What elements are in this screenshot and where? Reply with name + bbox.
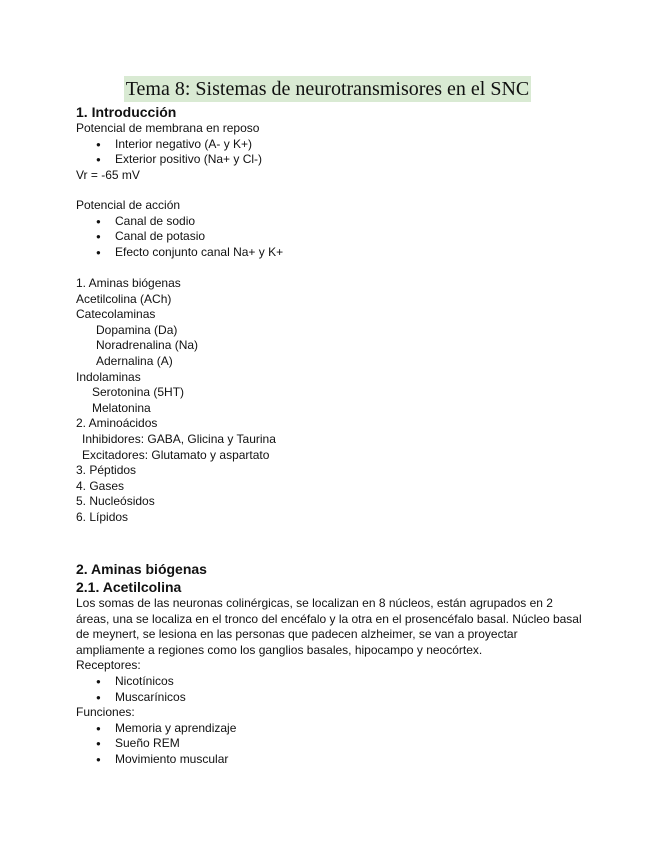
action-item: ● Canal de sodio bbox=[76, 214, 586, 230]
class-nucleosidos: 5. Nucleósidos bbox=[76, 494, 155, 509]
receptor-item: ● Muscarínicos bbox=[76, 690, 586, 706]
vr-value: Vr = -65 mV bbox=[76, 167, 140, 182]
class-dopamina: Dopamina (Da) bbox=[96, 322, 178, 337]
class-indolaminas: Indolaminas bbox=[76, 369, 141, 384]
receptor-item: ● Nicotínicos bbox=[76, 674, 586, 690]
section2-heading: 2. Aminas biógenas bbox=[76, 561, 207, 577]
class-peptidos: 3. Péptidos bbox=[76, 463, 137, 478]
class-lipidos: 6. Lípidos bbox=[76, 509, 129, 524]
class-inhibidores: Inhibidores: GABA, Glicina y Taurina bbox=[82, 431, 276, 446]
funciones-label: Funciones: bbox=[76, 705, 135, 720]
class-aminoacidos: 2. Aminoácidos bbox=[76, 416, 158, 431]
class-excitadores: Excitadores: Glutamato y aspartato bbox=[82, 447, 270, 462]
classification-section bbox=[76, 276, 586, 526]
class-catecolaminas: Catecolaminas bbox=[76, 307, 156, 322]
class-acetilcolina: Acetilcolina (ACh) bbox=[76, 291, 172, 306]
action-section bbox=[76, 198, 586, 260]
title-container bbox=[0, 76, 655, 102]
section2 bbox=[76, 560, 586, 768]
acetilcolina-paragraph: Los somas de las neuronas colinérgicas, se localizan en 8 núcleos, están agrupados en 2 áreas, una se localiza en el tronco del encéfalo y la otra en el prosencéfalo basal. Núcleo basal de meynert, se lesiona en las personas que padecen alzheimer, se van a proyectar ampliamente a regiones como los ganglios basales, hipocampo y neocórtex. bbox=[76, 596, 582, 657]
class-gases: 4. Gases bbox=[76, 478, 125, 493]
intro-heading: 1. Introducción bbox=[76, 104, 177, 120]
membrane-item: ● Exterior positivo (Na+ y Cl-) bbox=[76, 152, 586, 168]
membrane-item: ● Interior negativo (A- y K+) bbox=[76, 137, 586, 153]
class-noradrenalina: Noradrenalina (Na) bbox=[96, 338, 199, 353]
class-serotonina: Serotonina (5HT) bbox=[92, 385, 185, 400]
funcion-item: ● Sueño REM bbox=[76, 736, 586, 752]
membrane-label: Potencial de membrana en reposo bbox=[76, 121, 260, 135]
membrane-list bbox=[76, 137, 586, 168]
intro-section bbox=[76, 103, 586, 183]
action-item: ● Canal de potasio bbox=[76, 229, 586, 245]
action-label: Potencial de acción bbox=[76, 198, 181, 212]
funcion-item: ● Movimiento muscular bbox=[76, 752, 586, 768]
section2-subheading: 2.1. Acetilcolina bbox=[76, 579, 182, 595]
class-melatonina: Melatonina bbox=[92, 400, 151, 415]
class-aminas: 1. Aminas biógenas bbox=[76, 276, 181, 290]
page-title: Tema 8: Sistemas de neurotransmisores en el SNC bbox=[125, 78, 530, 100]
class-adrenalina: Adernalina (A) bbox=[96, 353, 173, 368]
funcion-item: ● Memoria y aprendizaje bbox=[76, 721, 586, 737]
action-list bbox=[76, 214, 586, 261]
receptores-list bbox=[76, 674, 586, 705]
funciones-list bbox=[76, 721, 586, 768]
receptores-label: Receptores: bbox=[76, 658, 141, 673]
action-item: ● Efecto conjunto canal Na+ y K+ bbox=[76, 245, 586, 261]
